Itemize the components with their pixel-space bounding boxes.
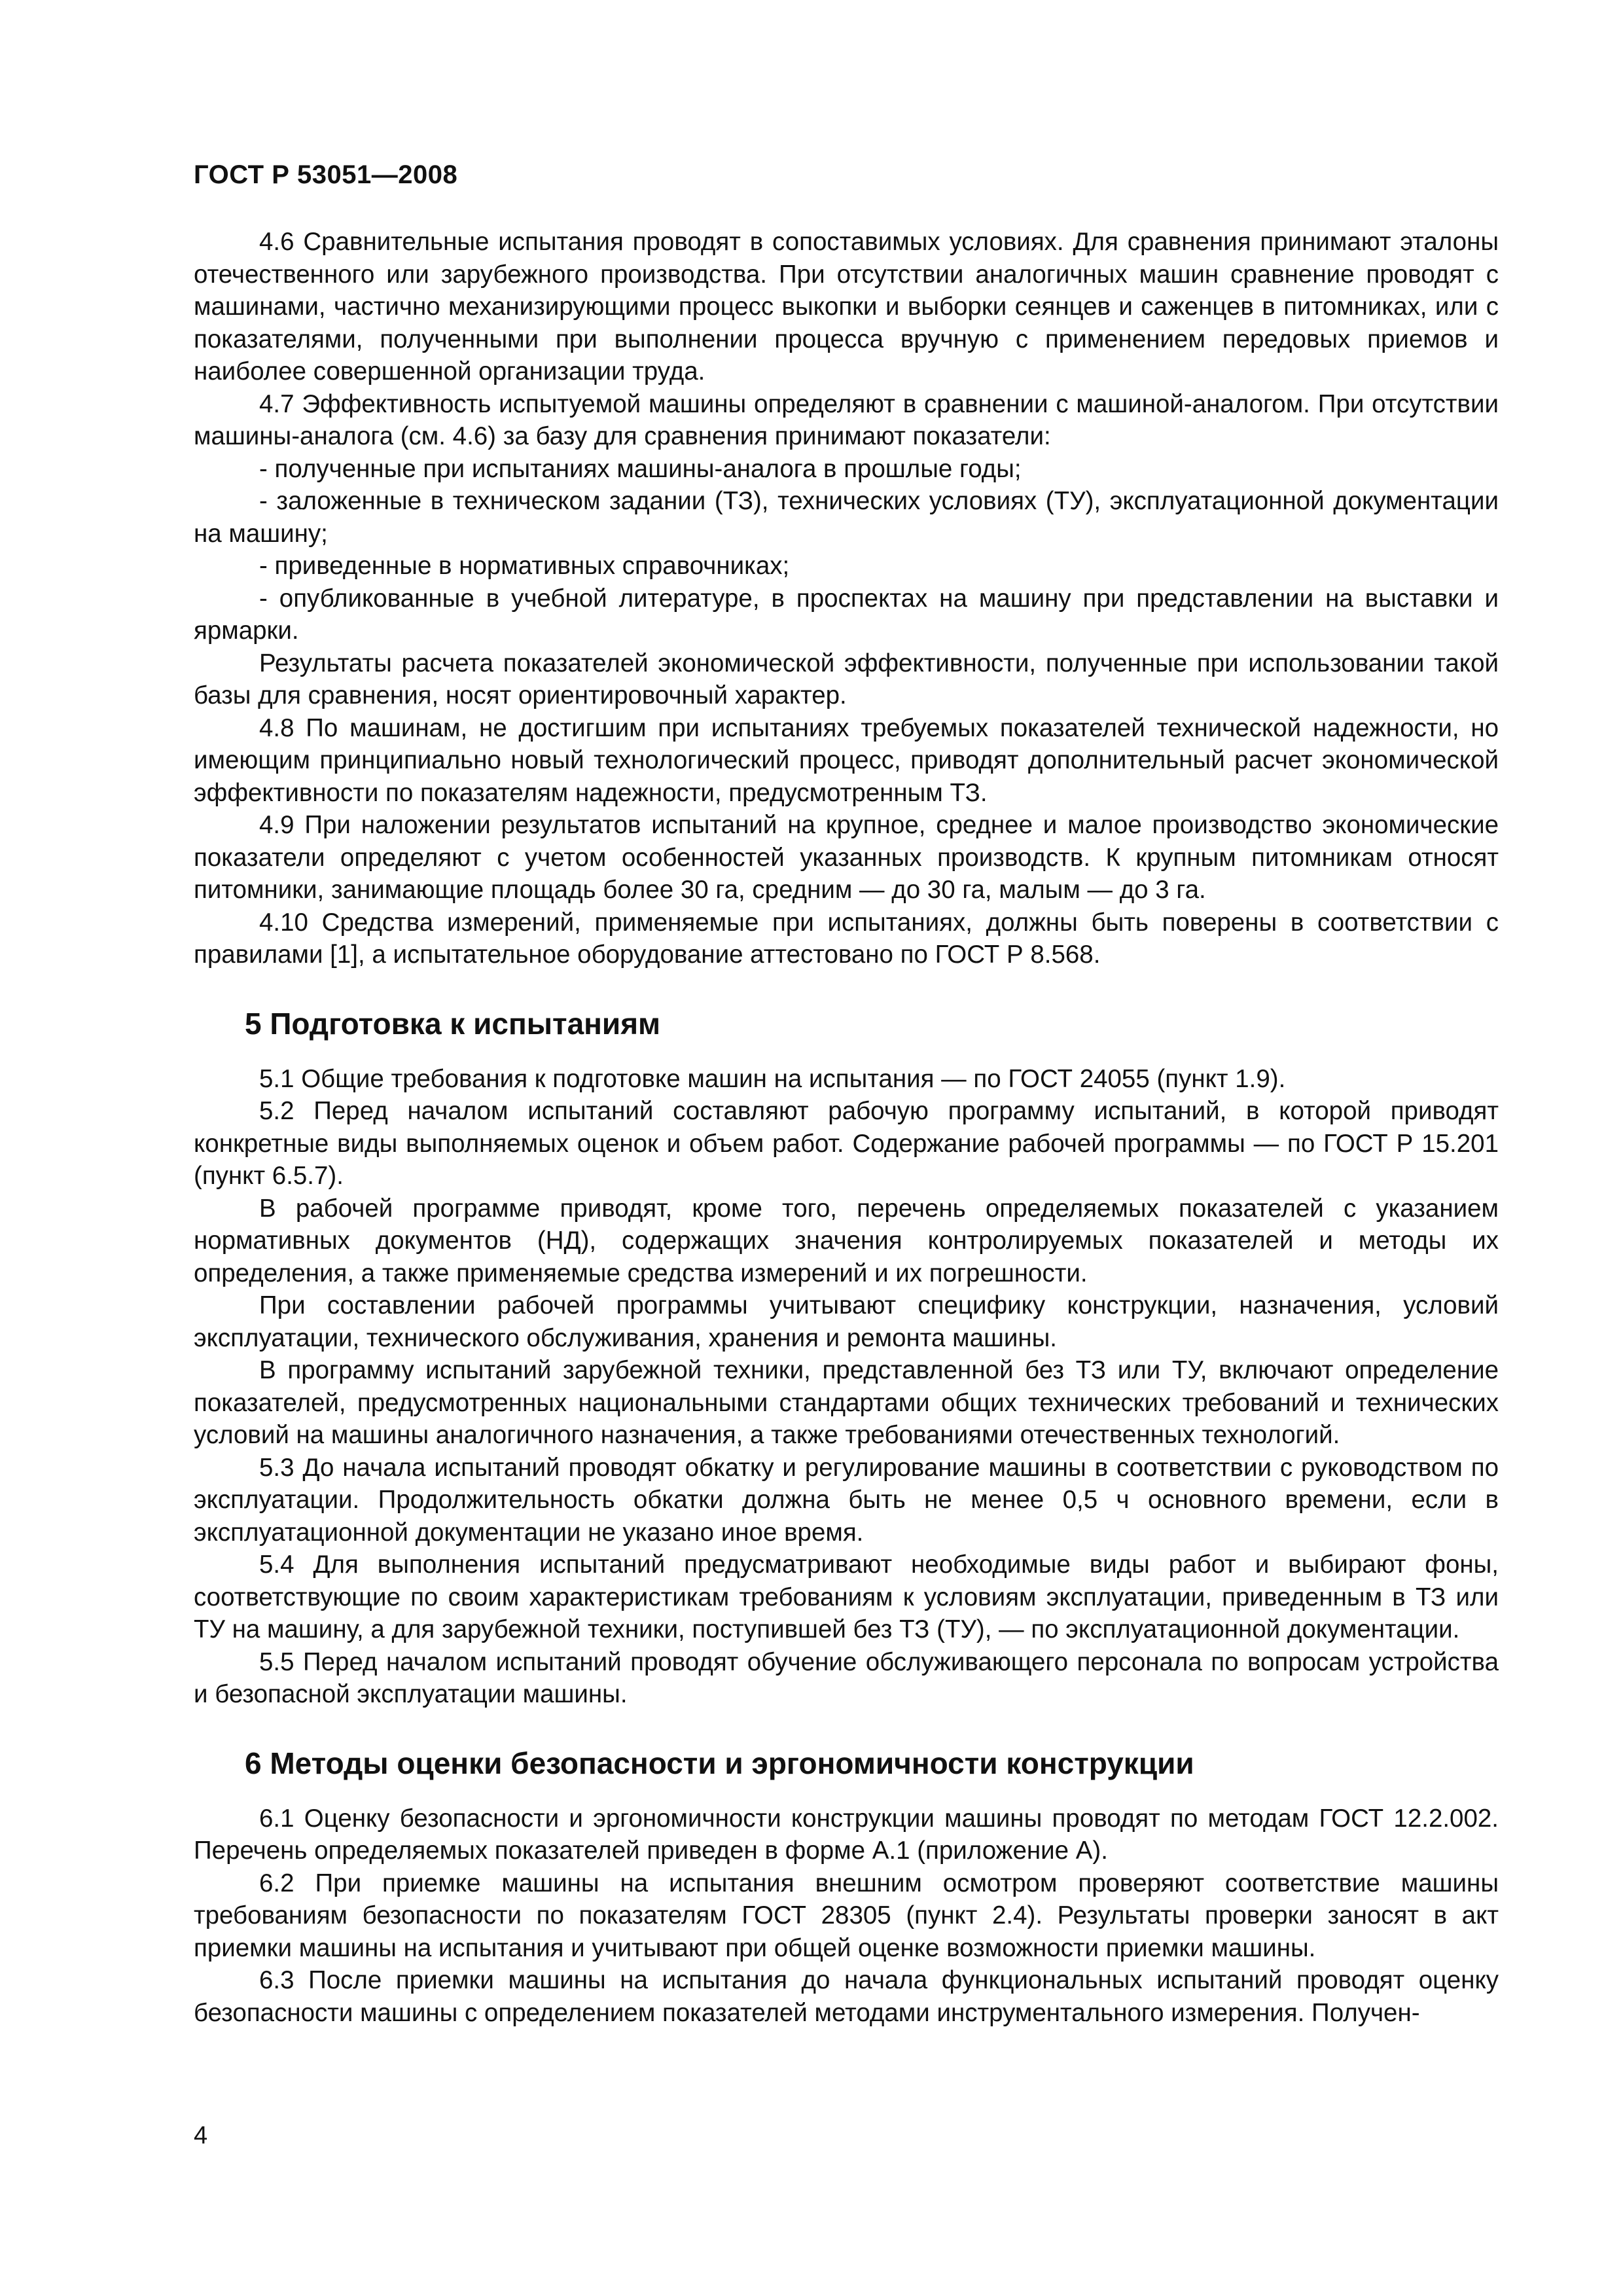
paragraph-6-3: 6.3 После приемки машины на испытания до начала функциональных испытаний проводят оценку безопасности машины с определением показателей методами инструментального измерения. Получен- [194,1966,1499,2027]
list-item: - заложенные в техническом задании (ТЗ), технических условиях (ТУ), эксплуатационной документации на машину; [194,487,1499,548]
document-header: ГОСТ Р 53051—2008 [194,160,458,189]
paragraph-5-2-a: В рабочей программе приводят, кроме того, перечень определяемых показателей с указанием нормативных документов (НД), содержащих значения контролируемых показателей и методы их определения, а также применяемые средства измерений и их погрешности. [194,1194,1499,1287]
list-item: - опубликованные в учебной литературе, в проспектах на машину при представлении на выставки и ярмарки. [194,584,1499,645]
paragraph-5-2-c: В программу испытаний зарубежной техники, представленной без ТЗ или ТУ, включают определение показателей, предусмотренных национальными стандартами общих технических требований и технических условий на машины аналогичного назначения, а также требованиями отечественных технологий. [194,1356,1499,1449]
document-body [194,226,1499,2029]
paragraph-5-2: 5.2 Перед началом испытаний составляют рабочую программу испытаний, в которой приводят конкретные виды выполняемых оценок и объем работ. Содержание рабочей программы — по ГОСТ Р 15.201 (пункт 6.5.7). [194,1097,1499,1190]
paragraph-4-10: 4.10 Средства измерений, применяемые при испытаниях, должны быть поверены в соответствии с правилами [1], а испытательное оборудование аттестовано по ГОСТ Р 8.568. [194,908,1499,969]
paragraph-6-2: 6.2 При приемке машины на испытания внешним осмотром проверяют соответствие машины требованиям безопасности по показателям ГОСТ 28305 (пункт 2.4). Результаты проверки заносят в акт приемки машины на испытания и учитывают при общей оценке возможности приемки машины. [194,1869,1499,1962]
section-5-title: 5 Подготовка к испытаниям [245,1006,661,1041]
page-number: 4 [194,2122,208,2149]
paragraph-5-1: 5.1 Общие требования к подготовке машин на испытания — по ГОСТ 24055 (пункт 1.9). [259,1064,1286,1093]
section-6-title: 6 Методы оценки безопасности и эргономичности конструкции [245,1746,1194,1780]
paragraph-4-6: 4.6 Сравнительные испытания проводят в сопоставимых условиях. Для сравнения принимают эталоны отечественного или зарубежного производства. При отсутствии аналогичных машин сравнение проводят с машинами, частично механизирующими процесс выкопки и выборки сеянцев и саженцев в питомниках, или с показателями, полученными при выполнении процесса вручную с применением передовых приемов и наиболее совершенной организации труда. [194,228,1499,386]
paragraph-5-4: 5.4 Для выполнения испытаний предусматривают необходимые виды работ и выбирают фоны, соответствующие по своим характеристикам требованиям к условиям эксплуатации, приведенным в ТЗ или ТУ на машину, а для зарубежной техники, поступившей без ТЗ (ТУ), — по эксплуатационной документации. [194,1551,1499,1643]
paragraph-5-3: 5.3 До начала испытаний проводят обкатку и регулирование машины в соответствии с руководством по эксплуатации. Продолжительность обкатки должна быть не менее 0,5 ч основного времени, если в эксплуатационной документации не указано иное время. [194,1453,1499,1547]
list-item: - приведенные в нормативных справочниках; [259,552,790,580]
paragraph-6-1: 6.1 Оценку безопасности и эргономичности конструкции машины проводят по методам ГОСТ 12.2.002. Перечень определяемых показателей приведен в форме А.1 (приложение А). [194,1804,1499,1865]
paragraph-4-7: 4.7 Эффективность испытуемой машины определяют в сравнении с машиной-аналогом. При отсутствии машины-аналога (см. 4.6) за базу для сравнения принимают показатели: [194,389,1499,450]
paragraph-4-8: 4.8 По машинам, не достигшим при испытаниях требуемых показателей технической надежности, но имеющим принципиально новый технологический процесс, приводят дополнительный расчет экономической эффективности по показателям надежности, предусмотренным ТЗ. [194,713,1499,807]
list-item: - полученные при испытаниях машины-аналога в прошлые годы; [259,454,1022,483]
paragraph-5-5: 5.5 Перед началом испытаний проводят обучение обслуживающего персонала по вопросам устройства и безопасной эксплуатации машины. [194,1647,1499,1708]
paragraph-results: Результаты расчета показателей экономической эффективности, полученные при использовании такой базы для сравнения, носят ориентировочный характер. [194,649,1499,709]
paragraph-5-2-b: При составлении рабочей программы учитывают специфику конструкции, назначения, условий эксплуатации, технического обслуживания, хранения и ремонта машины. [194,1291,1499,1352]
paragraph-4-9: 4.9 При наложении результатов испытаний на крупное, среднее и малое производство экономические показатели определяют с учетом особенностей указанных производств. К крупным питомникам относят питомники, занимающие площадь более 30 га, средним — до 30 га, малым — до 3 га. [194,811,1499,904]
